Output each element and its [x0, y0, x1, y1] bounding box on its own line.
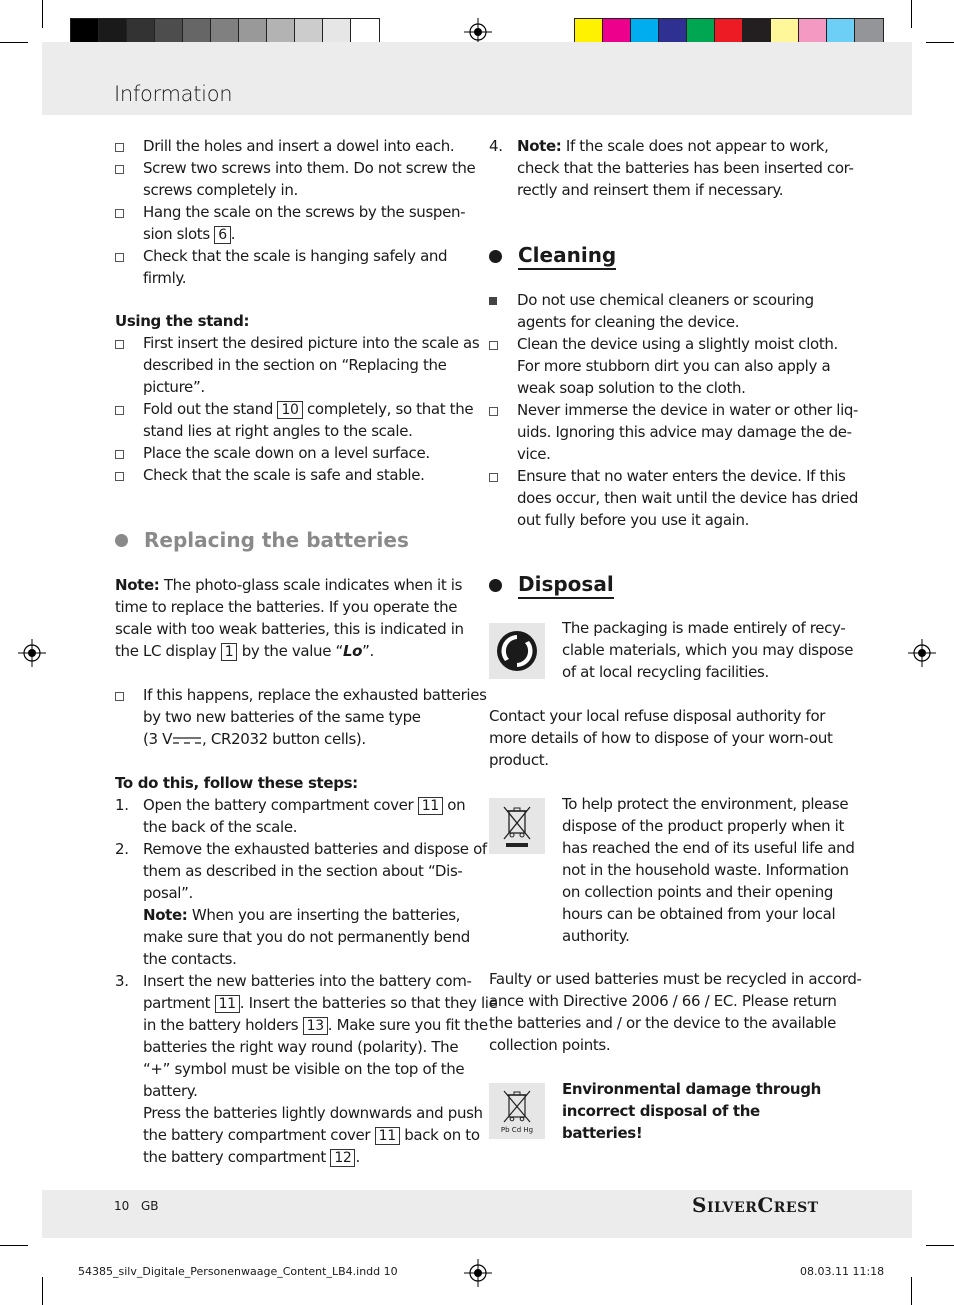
list-item: Never immerse the device in water or other liq- uids. Ignoring this advice may damage the de- vice. [489, 399, 841, 465]
list-item: Clean the device using a slightly moist cloth. For more stubborn dirt you can also apply a weak soap solution to the cloth. [489, 333, 841, 399]
language-code: GB [141, 1199, 159, 1213]
bullet-dot-icon [115, 534, 128, 547]
contact-text: Contact your local refuse disposal authority for more details of how to dispose of your worn-out product. [489, 707, 833, 769]
crop-mark [0, 42, 28, 43]
green-dot-recycling-icon [489, 623, 545, 679]
subheading: To do this, follow these steps: [115, 774, 358, 792]
part-reference: 6 [214, 226, 231, 244]
page-number: 10 [114, 1199, 130, 1213]
list-item: First insert the desired picture into the scale as described in the section on “Replacing the picture”. [115, 332, 467, 398]
section-heading-disposal: Disposal [489, 572, 614, 599]
heavy-metals-label: Pb Cd Hg [500, 1125, 534, 1134]
cleaning-section [489, 289, 859, 531]
crop-mark [0, 1245, 28, 1246]
part-reference: 10 [277, 401, 302, 419]
list-item: Ensure that no water enters the device. If this does occur, then wait until the device has dried out fully before you use it again. [489, 465, 841, 531]
list-item: Drill the holes and insert a dowel into each. [115, 135, 467, 157]
list-item: Check that the scale is safe and stable. [115, 464, 467, 486]
weee-bin-icon [489, 798, 545, 854]
list-item: Do not use chemical cleaners or scouring agents for cleaning the device. [489, 289, 841, 333]
list-item: 1. Open the battery compartment cover 11 on the back of the scale. [115, 796, 466, 836]
crop-mark [926, 1245, 954, 1246]
brand-logo: SilverCrest [692, 1193, 819, 1217]
dc-symbol-icon [172, 734, 202, 746]
crop-mark [42, 1277, 43, 1305]
registration-mark-icon [464, 1259, 492, 1287]
right-column-step4 [489, 135, 854, 201]
lcd-value: Lo [342, 642, 363, 660]
file-name: 54385_silv_Digitale_Personenwaage_Content_LB4.indd 10 [78, 1265, 398, 1278]
environment-warning: Environmental damage through incorrect disposal of the batteries! [562, 1080, 821, 1142]
crop-mark [926, 42, 954, 43]
list-item: Fold out the stand 10 completely, so that the stand lies at right angles to the scale. [115, 398, 467, 442]
list-item: 4. Note: If the scale does not appear to work, check that the batteries has been inserted cor- rectly and reinsert them if necessary. [489, 137, 854, 199]
list-item: 2. Remove the exhausted batteries and dispose of them as described in the section about “Dis- posal”. Note: When you are inserting the batteries, make sure that you do not permanently bend the contacts. [115, 840, 487, 968]
crop-mark [911, 0, 912, 28]
packaging-text: The packaging is made entirely of recy- clable materials, which you may dispose of at local recycling facilities. [562, 619, 854, 681]
part-reference: 12 [330, 1149, 355, 1167]
section-heading-cleaning: Cleaning [489, 243, 616, 270]
batteries-section: Note: The photo-glass scale indicates when it is time to replace the batteries. If you operate the scale with too weak batteries, this is indicated in the LC display 1 by the value “Lo”. If this happens, replace the exhausted batteries by two new batteries of the same type (3 V , CR2032 button cells). To do this, follow these steps: 1. Open the battery compartment cover 11 on the back of the scale. 2. Remove the exhausted batteries and dispose of them as described in the section about “Dis- posal”. Note: When you are inserting the batteries, make sure that you do not permanently bend the contacts. 3. Insert the new batteries into the battery com- partment 11 . Insert the batteries so that they lie in the battery holders 13 . Make sure you fit the batteries the right way round (polarity). The “+” symbol must be visible on the top of the battery. Press the batteries lightly downwards and push the battery compartment cover 11 back on to the battery compartment 12 . [115, 576, 498, 1166]
registration-mark-icon [908, 639, 936, 667]
part-reference: 13 [303, 1017, 328, 1035]
bullet-dot-icon [489, 250, 502, 263]
protect-text: To help protect the environment, please dispose of the product properly when it has reached the end of its useful life and not in the household waste. Information on collection points and their opening hours can be obtained from your local authority. [562, 795, 855, 945]
part-reference: 11 [418, 797, 443, 815]
battery-bin-icon [489, 1083, 545, 1139]
faulty-batteries-text: Faulty or used batteries must be recycled in accord- ance with Directive 2006 / 66 / EC. Please return the batteries and / or the device to the available collection points. [489, 970, 862, 1054]
part-reference: 11 [375, 1127, 400, 1145]
list-item: Check that the scale is hanging safely and firmly. [115, 245, 467, 289]
crop-mark [911, 1277, 912, 1305]
left-column [115, 135, 480, 486]
part-reference: 11 [215, 995, 240, 1013]
section-heading-batteries: Replacing the batteries [115, 528, 409, 552]
list-item: Hang the scale on the screws by the suspen- sion slots 6 . [115, 201, 467, 245]
list-item: 3. Insert the new batteries into the battery com- partment 11 . Insert the batteries so that they lie in the battery holders 13 . Make sure you fit the batteries the right way round (polarity). The “+” symbol must be visible on the top of the battery. Press the batteries lightly downwards and push the battery compartment cover 11 back on to the battery compartment 12 . [115, 972, 498, 1166]
part-reference: 1 [221, 643, 238, 661]
bullet-dot-icon [489, 579, 502, 592]
crop-mark [42, 0, 43, 28]
list-item: Place the scale down on a level surface. [115, 442, 467, 464]
list-item: If this happens, replace the exhausted batteries by two new batteries of the same type (3 V , CR2032 button cells). [115, 684, 467, 750]
page-title: Information [114, 82, 233, 106]
list-item: Screw two screws into them. Do not screw the screws completely in. [115, 157, 467, 201]
registration-mark-icon [18, 639, 46, 667]
print-date: 08.03.11 11:18 [800, 1265, 885, 1278]
subheading: Using the stand: [115, 312, 250, 330]
